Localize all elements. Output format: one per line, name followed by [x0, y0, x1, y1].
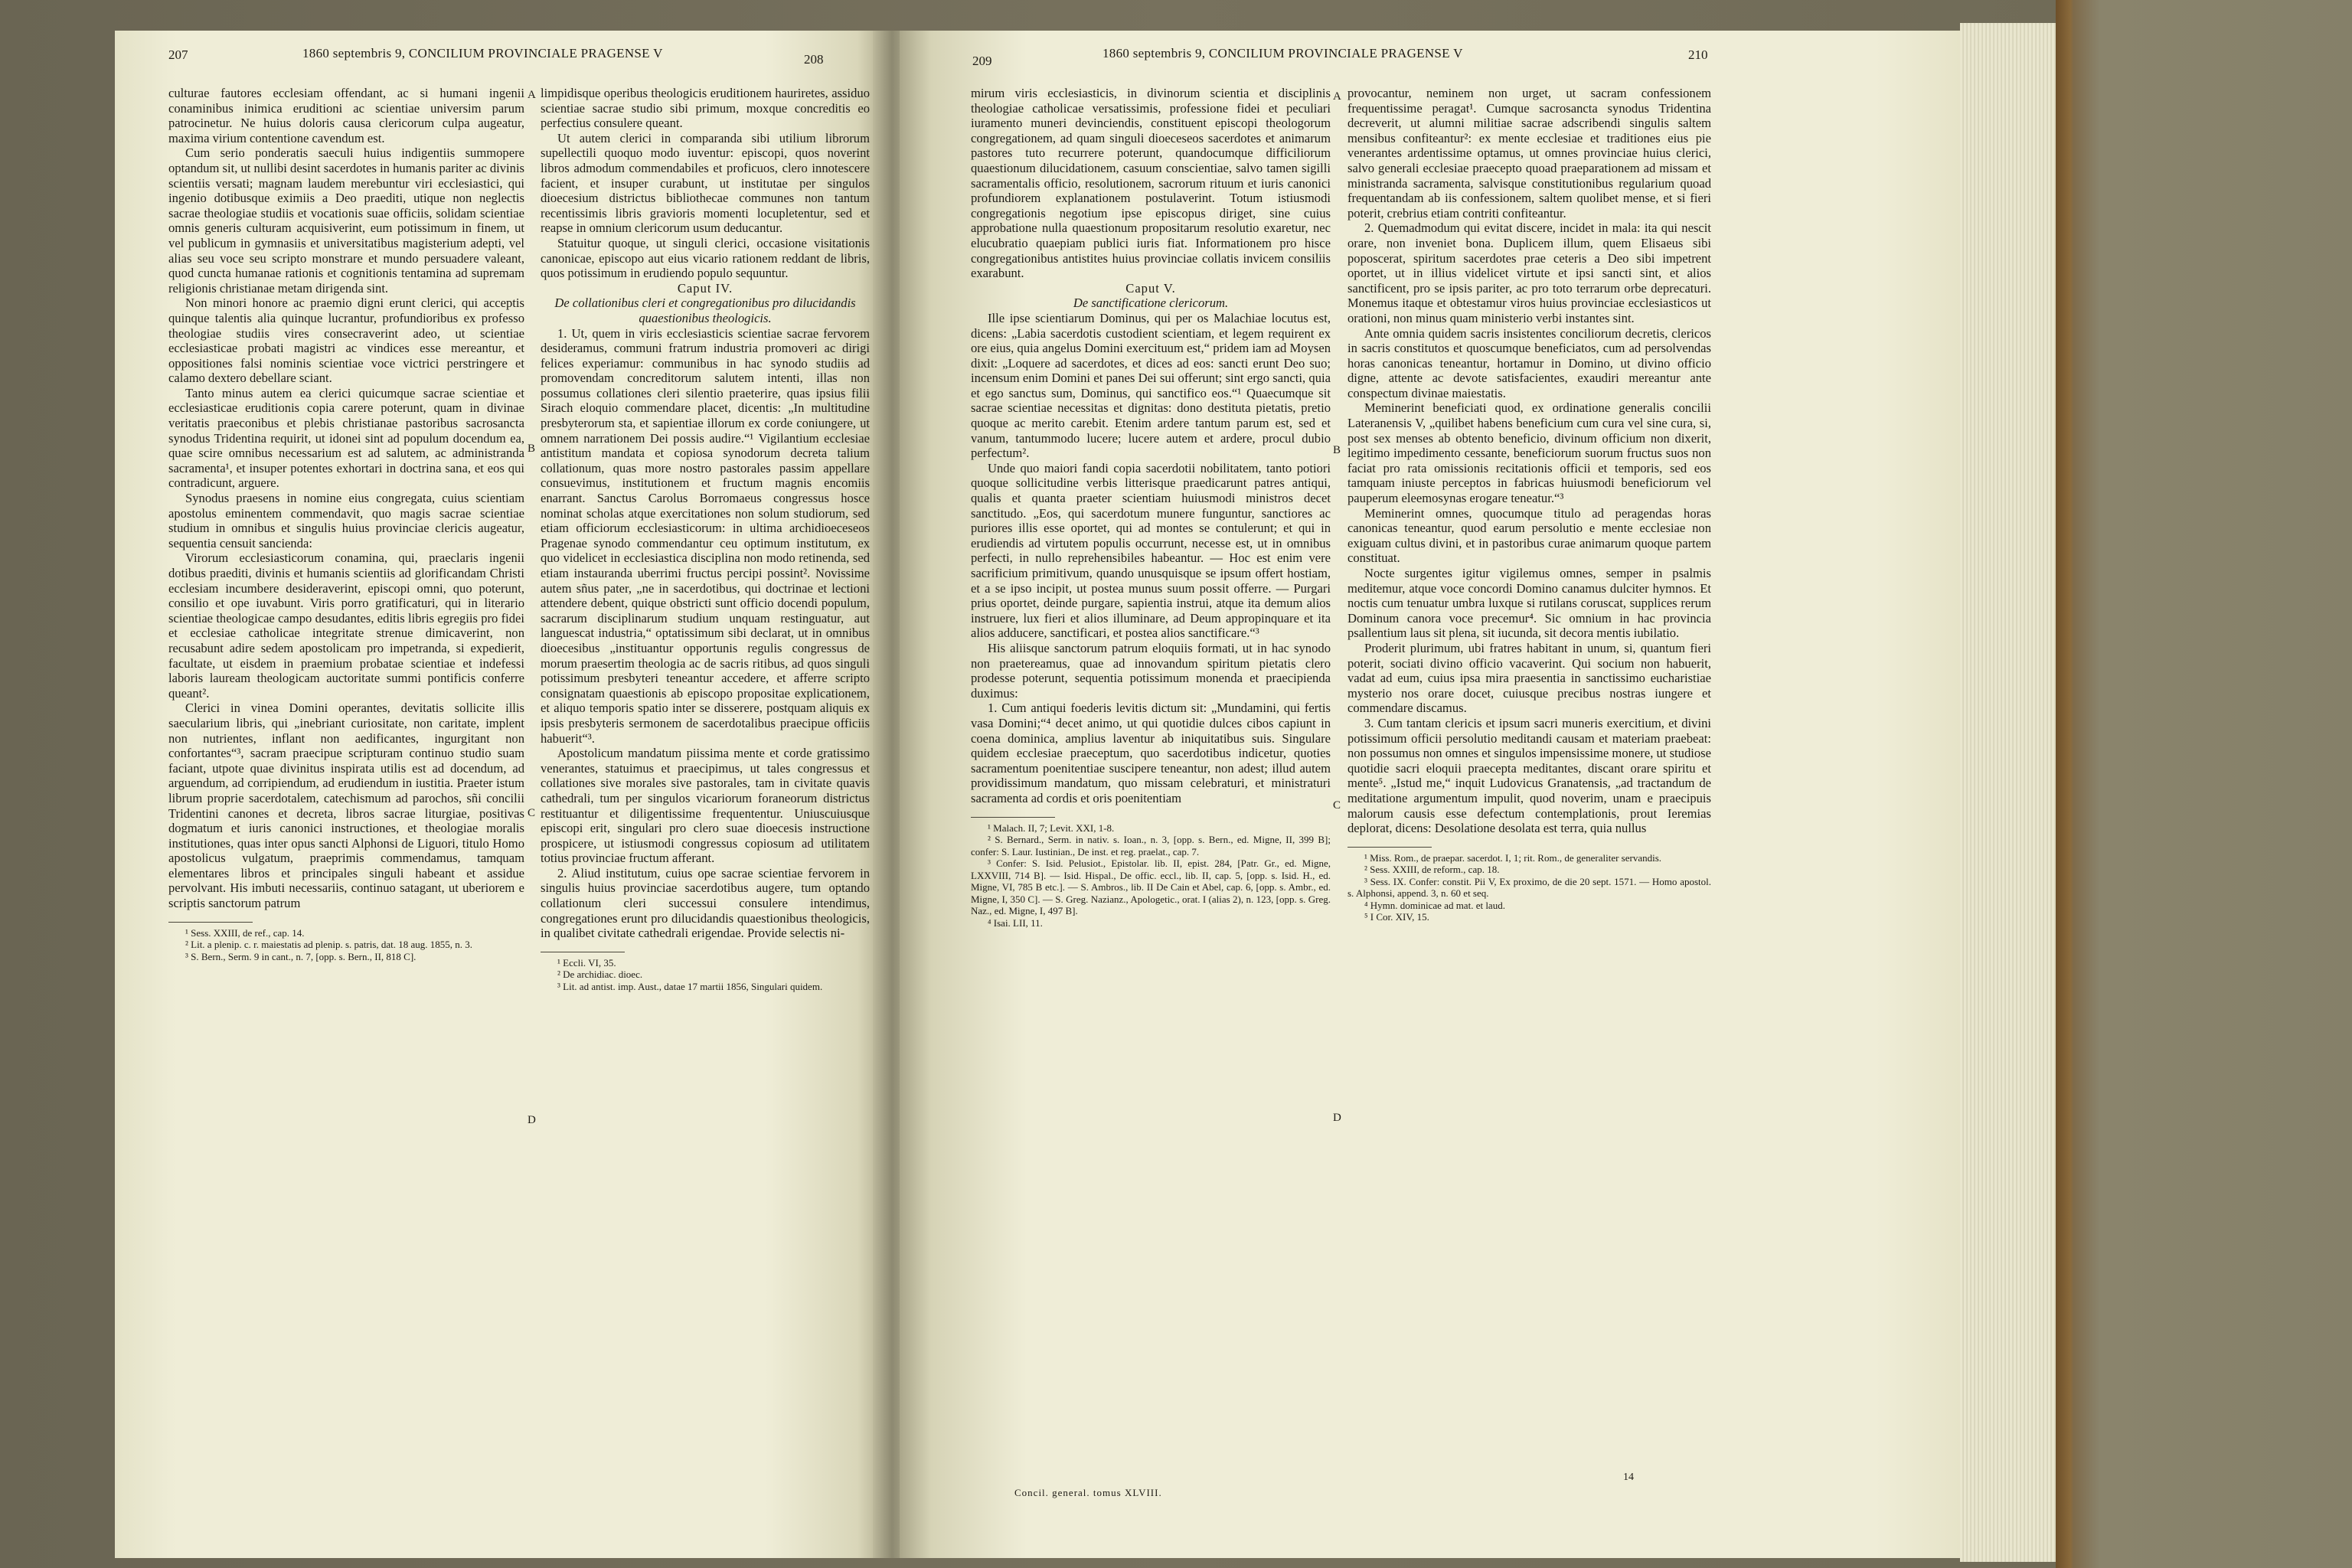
margin-letter: C [528, 807, 536, 819]
footnote: ² Sess. XXIII, de reform., cap. 18. [1364, 864, 1500, 876]
paragraph: 1. Ut, quem in viris ecclesiasticis scientiae sacrae fervorem desideramus, communi fratrum industria promoveri ac dirigi felices experiamur: communibus in hac synodo studiis ad promovendam concreditorum salutem intenti, illas non possumus collationes cleri silentio praeterire, quas ipsius filii Sirach eloquio commendare placet, dicentis: „In multitudine presbyterorum sta, et sapientiae illorum ex corde coniungere, ut omnem narrationem Dei possis audire.“¹ Vigilantium ecclesiae antistitum mandata et copiosa synodorum decreta talium collationum, quas more nostro pastorales passim appellare consuevimus, institutionem et fructum magnis encomiis enarrant. Sanctus Carolus Borromaeus congressus hosce nominat scholas atque exercitationes non solum studiorum, sed etiam officiorum ecclesiasticorum: in ultima archidioeceseos Pragenae synodo commendantur ceu optimum institutum, ex quo videlicet in ecclesiastica disciplina non modo retinenda, sed etiam instauranda uberrimi fructus percipi possint². Novissime autem sñus pater, „ne in sacerdotibus, qui doctrinae et lectioni attendere debent, quique obstricti sunt officio docendi populum, sacrarum disciplinarum studium unquam restinguatur, aut languescat industria,“ optatissimum sibi declarat, ut in omnibus dioecesibus „instituantur opportunis regulis congressus de morum praesertim theologia ac de sacris ritibus, ad quos singuli potissimum presbyteri teneantur accedere, et afferre scripto consignatam quaestionis ab episcopo propositae explicationem, et aliquo temporis spatio inter se disserere, postquam aliquis ex ipsis presbyteris sermonem de sacerdotalibus praecipue officiis habuerit“³. [541, 325, 870, 746]
footnote: ³ Confer: S. Isid. Pelusiot., Epistolar. lib. II, epist. 284, [Patr. Gr., ed. Migne, LXXVIII, 714 B]. — Isid. Hispal., De offic. eccl., lib. II, cap. 5, [opp. s. Isid. H., ed. Migne, VI, 785 B etc.]. — S. Ambros., lib. II De Cain et Abel, cap. 6, [opp. s. Ambr., ed. Migne, I, 350 C]. — S. Greg. Nazianz., Apologetic., orat. I (alias 2), n. 123, [opp. s. Greg. Naz., ed. Migne, I, 497 B]. [971, 858, 1331, 916]
text-column-left [168, 86, 524, 962]
footnote: ² S. Bernard., Serm. in nativ. s. Ioan., n. 3, [opp. s. Bern., ed. Migne, II, 399 B]; confer: S. Laur. Iustinian., De inst. et reg. praelat., cap. 7. [971, 834, 1331, 858]
footnote-rule [168, 922, 253, 923]
paragraph: limpidisque operibus theologicis eruditionem hauriretes, assiduo scientiae sacrae studio sibi primum, moxque concreditis eo perfectius consulere queant. [541, 86, 870, 131]
page-edges [1960, 23, 2056, 1562]
chapter-subtitle: De sanctificatione clericorum. [1073, 296, 1229, 311]
running-header: 1860 septembris 9, CONCILIUM PROVINCIALE PRAGENSE V [1102, 46, 1463, 60]
sheet-number: 14 [1623, 1472, 1634, 1483]
paragraph: provocantur, neminem non urget, ut sacram confessionem frequentissime peragat¹. Cumque sacrosancta synodus Tridentina decreverit, ut alumni militiae sacrae adscribendi singulis saltem mensibus confiteantur²: ex mente ecclesiae et traditiones eius pie venerantes ardentissime optamus, ut omnes provinciae huius clerici, salvo generali ecclesiae praecepto quoad praeparationem ad missam et ministranda sacramenta, salvisque constitutionibus regularium quoad frequentandam ab iis confessionem, saltem quolibet mense, et si fieri poterit, crebrius etiam contriti confiteantur. [1348, 86, 1711, 220]
paragraph: 1. Cum antiqui foederis levitis dictum sit: „Mundamini, qui fertis vasa Domini;“⁴ decet animo, ut qui quotidie dulces cibos capiunt in coena dominica, amplius laventur ab iniquitatibus suis. Singulare quidem ecclesiae praeceptum, quo sacerdotibus indicetur, quoties sacramentum poenitentiae suscipere teneantur, non adest; illud autem providissimum mandatum, quo missam celebraturi, et ministraturi sacramenta ad cordis et oris poenitentiam [971, 701, 1331, 805]
paragraph: Non minori honore ac praemio digni erunt clerici, qui acceptis quinque talentis alia quinque lucrantur, profundioribus ex professo theologiae studiis vires consecraverint adeo, ut scientiae ecclesiasticae probati magistri ac vindices esse mereantur, et oppositiones falsi nominis scientiae voce victrici perstringere et calamo dextero debellare sciant. [168, 296, 524, 386]
left-page [115, 31, 880, 1558]
footnote: ³ Sess. IX. Confer: constit. Pii V, Ex proximo, de die 20 sept. 1571. — Homo apostol. s. Alphonsi, append. 3, n. 60 et seq. [1348, 875, 1711, 900]
footnote-rule [971, 817, 1055, 818]
footnote: ⁴ Hymn. dominicae ad mat. et laud. [1364, 899, 1505, 911]
paragraph: Unde quo maiori fandi copia sacerdotii nobilitatem, tanto potiori quoque sollicitudine verbis litterisque praedicarunt patres antiqui, qualis et quanta praeter scientiam huiusmodi ministros decet sanctitudo. „Eos, qui sacerdotum munere funguntur, sanctiores ac puriores illis esse oportet, qui ad montes se contulerunt; et qui in erudiendis ad virtutem populis occurrunt, necesse est, ut in omnibus perfecti, in nullo reprehensibiles habeantur. — Hoc est enim vere sacrificium primitivum, quando unusquisque se ipsum offert hostiam, et a se ipso incipit, ut postea munus suum possit offerre. — Purgari prius oportet, deinde purgare, sapientia instrui, atque ita demum alios instruere, lux fieri et alios illuminare, ad Deum appropinquare et ita alios adducere, sanctificari, et postea alios sanctificare.“³ [971, 460, 1331, 641]
volume-signature: Concil. general. tomus XLVIII. [1014, 1487, 1162, 1498]
paragraph: Meminerint beneficiati quod, ex ordinatione generalis concilii Lateranensis V, „quilibet habens beneficium cum cura vel sine cura, si, post sex menses ab obtento beneficio, divinum officium non dixerit, legitimo impedimento cessante, beneficiorum suorum fructus suos non faciat pro rata omissionis recitationis officii et temporis, sed eos tamquam iniuste perceptos in fabricas huiusmodi beneficiorum vel pauperum eleemosynas erogare teneatur.“³ [1348, 400, 1711, 506]
running-header: 1860 septembris 9, CONCILIUM PROVINCIALE PRAGENSE V [302, 46, 663, 60]
page-number: 209 [972, 54, 992, 68]
footnote: ⁴ Isai. LII, 11. [988, 916, 1043, 929]
text-column-right [541, 86, 870, 992]
footnote: ² Lit. a plenip. c. r. maiestatis ad plenip. s. patris, dat. 18 aug. 1855, n. 3. [185, 939, 473, 951]
paragraph: Clerici in vinea Domini operantes, devitatis sollicite illis saecularium libris, qui „inebriant curiositate, non caritate, implent non nutrientes, inflant non aedificantes, ingurgitant non confortantes“³, sacram praecipue scripturam continuo studio suam faciant, utpote quae divinitus inspirata utilis est ad docendum, ad arguendum, ad corripiendum, ad erudiendum in iustitia. Praeter istum librum proprie sacerdotalem, catechismum ad parochos, sñi concilii Tridentini canones et decreta, libros sacrae liturgiae, positivas dogmatum et iuris canonici instructiones, et theologiae moralis institutiones, quas inter opus sancti Alphonsi de Liguori, titulo Homo apostolicus vulgatum, praeprimis commendamus, tamquam elementares libros et principales singuli habeant et assidue pervolvant. His imbuti necessariis, continuo satagant, ut uberiorem e scriptis sanctorum patrum [168, 701, 524, 911]
footnote: ³ Lit. ad antist. imp. Aust., datae 17 martii 1856, Singulari quidem. [557, 980, 823, 992]
right-page [900, 31, 1960, 1558]
margin-letter: B [1333, 444, 1341, 456]
paragraph: Cum serio ponderatis saeculi huius indigentiis summopere optandum sit, ut nullibi desint sacerdotes in humanis pariter ac divinis scientiis versati; magnam laudem merebuntur viri ecclesiastici, qui ingenio dotibusque eximiis a Deo praediti, utique non neglectis sacrae theologiae studiis et vocationis suae officiis, solidam scientiae omnis generis culturam acquisiverint, eum potissimum in finem, ut vel publicum in gymnasiis et universitatibus magisterium adepti, vel alias seu voce seu scripto monstrare et mundo persuadere valeant, quod cuncta humanae rationis et cognitionis tentamina ad supremam religionis christianae metam dirigenda sint. [168, 145, 525, 296]
paragraph: His aliisque sanctorum patrum eloquiis formati, ut in hac synodo non praetereamus, quae ad innovandum spiritum pietatis clero prodesse poterunt, sequentia potissimum monenda et praecipienda duximus: [971, 640, 1331, 701]
text-column-left [971, 86, 1331, 929]
footnote: ¹ Malach. II, 7; Levit. XXI, 1-8. [988, 822, 1115, 834]
text-column-right [1348, 86, 1711, 923]
margin-letter: D [1333, 1112, 1341, 1124]
page-number: 208 [804, 52, 824, 67]
paragraph: Proderit plurimum, ubi fratres habitant in unum, si, quantum fieri poterit, sociati divino officio vacaverint. Qui socium non habuerit, vadat ad eum, cuius ipsa mira praesentia in sanctissimo eucharistiae mysterio nos orare docet, cuiusque precibus nostras iungere et commendare discamus. [1348, 640, 1711, 716]
paragraph: Statuitur quoque, ut singuli clerici, occasione visitationis canonicae, episcopo aut eius vicario rationem reddant de libris, quos potissimum in erudiendo populo sequuntur. [541, 235, 870, 281]
paragraph: Ut autem clerici in comparanda sibi utilium librorum supellectili quoquo modo iuventur: episcopi, quos noverint libros admodum commendabiles et proficuos, clero innotescere facient, et insuper curabunt, ut institutae per singulos dioecesium districtus bibliothecae communes non tantum recentissimis libris gravioris momenti locupletentur, sed et reapse in omnium clericorum usum deducantur. [541, 130, 870, 236]
page-number: 207 [168, 47, 188, 62]
footnote: ² De archidiac. dioec. [557, 969, 643, 981]
paragraph: 2. Quemadmodum qui evitat discere, incidet in mala: ita qui nescit orare, non inveniet bona. Duplicem illum, quem Elisaeus sibi poposcerat, spiritum sacerdotes prae ceteris a Deo sibi impetrent oportet, ut in illius videlicet virtute et ipsi sancti sint, et alios sanctificent, pro se ipsis pariter, ac pro toto terrarum orbe deprecaturi. Monemus itaque et obtestamur viros huius provinciae ecclesiasticos ut orationi, non minus quam ministerio verbi instantes sint. [1348, 220, 1711, 325]
paragraph: Ille ipse scientiarum Dominus, qui per os Malachiae locutus est, dicens: „Labia sacerdotis custodient scientiam, et legem requirent ex ore eius, quia angelus Domini exercituum est,“ pridem iam ad Moysen dixit: „Loquere ad sacerdotes, et dices ad eos: sancti erunt Deo suo; incensum enim Domini et panes Dei sui offerunt; sint ergo sancti, quia et ego sanctus sum, Dominus, qui sanctifico eos.“¹ Quaecumque sit sacrae scientiae necessitas et dignitas: dono destituta pietatis, pretio quoque ac merito carebit. Etenim ardere tantum parum est, sed et vanum, tantummodo lucere; lucere autem et ardere, procul dubio perfectum². [971, 310, 1331, 461]
chapter-heading: Caput IV. [677, 280, 733, 296]
paragraph: 3. Cum tantam clericis et ipsum sacri muneris exercitium, et divini potissimum officii persolutio meditandi causam et materiam praebeat: non possumus non omnes et singulos impensissime monere, ut studiose quotidie sacri eloquii praecepta meditantes, discant orare spiritu et mente⁵. „Istud me,“ inquit Ludovicus Granatensis, „ad tractandum de meditatione argumentum impulit, quod noverim, unam e praecipuis malorum causis esse defectum contemplationis, prout Ieremias deplorat, dicens: Desolatione desolata est terra, quia nullus [1348, 715, 1711, 836]
chapter-subtitle: De collationibus cleri et congregationibus pro dilucidandis quaestionibus theologicis. [554, 296, 856, 325]
page-number: 210 [1688, 47, 1708, 62]
margin-letter: A [528, 89, 536, 101]
paragraph: Tanto minus autem ea clerici quicumque sacrae scientiae et ecclesiasticae eruditionis copia carere poterunt, quam in divinae veritatis praeconibus et plebis christianae pastoribus sacrosancta synodus Tridentina requirit, ut idonei sint ad populum docendum ea, quae scire omnibus necessarium est ad salutem, ac administranda sacramenta¹, et insuper potentes exhortari in doctrina sana, et eos qui contradicunt, arguere. [168, 385, 524, 491]
margin-letter: D [528, 1114, 536, 1126]
paragraph: Nocte surgentes igitur vigilemus omnes, semper in psalmis meditemur, atque voce concordi Domino canamus dulciter hymnos. Et noctis cum tenuatur umbra luxque si rutilans coruscat, supplices rerum Dominum canora voce precemur⁴. Sic omnium in hac provincia psallentium laus sit plena, sit iucunda, sit decora mentis iubilatio. [1348, 566, 1711, 641]
chapter-heading: Caput V. [1125, 280, 1176, 296]
paragraph: mirum viris ecclesiasticis, in divinorum scientia et disciplinis theologiae catholicae versatissimis, professione fidei et peculiari iuramento muneri devinciendis, constituent episcopi theologorum congregationem, ad quam singuli dioeceseos sacerdotes et animarum pastores tuto recurrere poterunt, quandocumque difficiliorum quaestionum dilucidationem, casuum conscientiae, salvo tamen sigilli sacramentalis officio, resolutionem, sacrorum rituum et iuris canonici profundiorem explanationem postulaverint. Totum istiusmodi congregationis negotium ipse episcopus diriget, sine cuius approbatione nulla quaestionum propositarum resolutio exaretur, nec elucubratio quaepiam publici iuris fiat. Informationem pro hisce congregationibus antistites huius provinciae collatis invicem consiliis exarabunt. [971, 86, 1331, 281]
footnote-rule [1348, 847, 1432, 848]
paragraph: Meminerint omnes, quocumque titulo ad peragendas horas canonicas teneantur, quod earum persolutio e mente ecclesiae non exiguam cultus divini, et in pastoribus curae animarum quoque partem constituat. [1348, 505, 1711, 566]
footnote: ¹ Sess. XXIII, de ref., cap. 14. [185, 926, 305, 939]
footnote: ⁵ I Cor. XIV, 15. [1364, 911, 1429, 923]
footnote: ³ S. Bern., Serm. 9 in cant., n. 7, [opp. s. Bern., II, 818 C]. [185, 950, 416, 962]
paragraph: 2. Aliud institutum, cuius ope sacrae scientiae fervorem in singulis huius provinciae sacerdotibus augere, tum optando collationum cleri successui consulere intendimus, congregationes erunt pro dilucidandis quaestionibus theologicis, in qualibet civitate cathedrali erigendae. Provide selectis ni- [541, 865, 870, 941]
margin-letter: B [528, 443, 536, 455]
paragraph: Virorum ecclesiasticorum conamina, qui, praeclaris ingenii dotibus praediti, divinis et humanis scientiis ad glorificandam Christi ecclesiam incumbere desideraverint, episcopi omni, quo poterunt, consilio et ope iuvabunt. Viris porro gratificaturi, qui in literario scientiae theologicae campo desudantes, editis libris egregiis pro fidei et ecclesiae catholicae integritate strenue dimicaverint, non recusabunt adire sedem apostolicam pro impetranda, si expedierit, facultate, ut eisdem in praemium probatae scientiae et indefessi laboris lauream theologicam auctoritate summi pontificis conferre queant². [168, 550, 524, 701]
paragraph: Synodus praesens in nomine eius congregata, cuius scientiam apostolus eminentem commendavit, quo magis sacrae scientiae studium in omnibus et singulis huius provinciae clericis augeatur, sequentia censuit sancienda: [168, 491, 524, 550]
paragraph: culturae fautores ecclesiam offendant, ac si humani ingenii conaminibus inimica eruditioni ac scientiae universim parum patrocinetur. Ne huius doloris causa clericorum culpa augeatur, maxima virium contentione cavendum est. [168, 86, 524, 145]
margin-letter: C [1333, 799, 1341, 812]
margin-letter: A [1333, 90, 1341, 103]
paragraph: Apostolicum mandatum piissima mente et corde gratissimo venerantes, statuimus et praecipimus, ut tales congressus et collationes sive morales sive pastorales, tam in civitate quavis cathedrali, tum per singulos vicariorum foraneorum districtus restituantur et diligentissime frequententur. Uniuscuiusque episcopi erit, singulari pro clero suae dioecesis instructione prospicere, ut istiusmodi congressus copiosum ad utilitatem totius provinciae fructum afferant. [541, 746, 870, 866]
footnote: ¹ Miss. Rom., de praepar. sacerdot. I, 1; rit. Rom., de generaliter servandis. [1364, 851, 1662, 864]
footnote: ¹ Eccli. VI, 35. [557, 956, 616, 969]
paragraph: Ante omnia quidem sacris insistentes conciliorum decretis, clericos in sacris constitutos et quoscumque beneficiatos, cum ad persolvendas horas canonicas teneantur, hortamur in Domino, ut divino officio digne, attente ac devote satisfacientes, exaudiri mereantur ante conspectum divinae maiestatis. [1348, 325, 1711, 400]
book-cover [2056, 0, 2352, 1568]
